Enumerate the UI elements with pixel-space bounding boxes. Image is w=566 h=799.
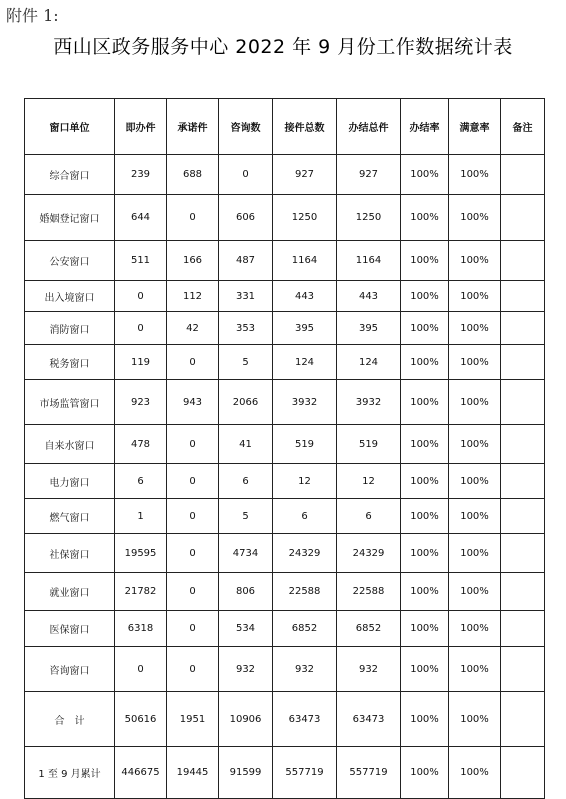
row-label-cell: 自来水窗口 [25, 425, 115, 464]
table-cell: 606 [219, 195, 273, 241]
table-cell: 932 [219, 647, 273, 692]
table-cell: 63473 [273, 692, 337, 747]
table-cell: 932 [273, 647, 337, 692]
table-cell: 6852 [337, 611, 401, 647]
table-row [25, 425, 545, 464]
table-cell: 63473 [337, 692, 401, 747]
table-cell: 24329 [273, 534, 337, 573]
table-cell [501, 692, 545, 747]
table-cell: 5 [219, 345, 273, 380]
table-cell: 119 [115, 345, 167, 380]
table-cell: 100% [401, 573, 449, 611]
row-label-cell: 电力窗口 [25, 464, 115, 499]
row-label-cell: 咨询窗口 [25, 647, 115, 692]
table-cell: 100% [401, 380, 449, 425]
table-cell [501, 155, 545, 195]
table-row [25, 195, 545, 241]
table-cell: 1 [115, 499, 167, 534]
table-cell [501, 425, 545, 464]
table-cell: 22588 [337, 573, 401, 611]
table-cell: 12 [337, 464, 401, 499]
row-label-cell: 就业窗口 [25, 573, 115, 611]
table-cell: 3932 [337, 380, 401, 425]
column-header: 满意率 [449, 99, 501, 155]
table-cell: 21782 [115, 573, 167, 611]
table-header-row [25, 99, 545, 155]
table-cell: 353 [219, 312, 273, 345]
row-label-cell: 出入境窗口 [25, 281, 115, 312]
table-cell: 100% [449, 534, 501, 573]
column-header: 办结率 [401, 99, 449, 155]
row-label-cell: 婚姻登记窗口 [25, 195, 115, 241]
table-cell [501, 380, 545, 425]
table-cell: 100% [401, 241, 449, 281]
table-cell: 557719 [337, 747, 401, 799]
table-cell: 6852 [273, 611, 337, 647]
page-title: 西山区政务服务中心 2022 年 9 月份工作数据统计表 [53, 36, 513, 58]
table-row [25, 155, 545, 195]
table-row [25, 241, 545, 281]
table-cell: 100% [449, 425, 501, 464]
table-cell: 519 [273, 425, 337, 464]
table-cell: 22588 [273, 573, 337, 611]
table-cell: 1164 [273, 241, 337, 281]
table-cell: 124 [273, 345, 337, 380]
table-cell: 19595 [115, 534, 167, 573]
table-cell: 519 [337, 425, 401, 464]
table-row [25, 747, 545, 799]
table-cell [501, 747, 545, 799]
table-cell: 100% [449, 573, 501, 611]
table-cell: 124 [337, 345, 401, 380]
table-cell: 100% [449, 312, 501, 345]
table-cell: 100% [401, 611, 449, 647]
table-cell: 100% [449, 345, 501, 380]
table-cell: 932 [337, 647, 401, 692]
row-label-cell: 税务窗口 [25, 345, 115, 380]
table-cell: 100% [449, 241, 501, 281]
table-cell: 4734 [219, 534, 273, 573]
table-row [25, 611, 545, 647]
table-cell [501, 464, 545, 499]
table-cell: 446675 [115, 747, 167, 799]
table-cell: 19445 [167, 747, 219, 799]
table-row [25, 380, 545, 425]
table-cell: 0 [167, 573, 219, 611]
table-row [25, 499, 545, 534]
table-cell: 943 [167, 380, 219, 425]
table-cell: 100% [401, 195, 449, 241]
table-cell: 100% [401, 425, 449, 464]
table-cell: 0 [167, 345, 219, 380]
table-cell: 487 [219, 241, 273, 281]
table-cell: 6 [115, 464, 167, 499]
table-cell: 443 [273, 281, 337, 312]
table-cell: 1250 [337, 195, 401, 241]
table-row [25, 281, 545, 312]
row-label-cell: 1 至 9 月累计 [25, 747, 115, 799]
column-header: 备注 [501, 99, 545, 155]
table-cell: 50616 [115, 692, 167, 747]
table-cell: 112 [167, 281, 219, 312]
table-cell: 24329 [337, 534, 401, 573]
column-header: 办结总件 [337, 99, 401, 155]
row-label-cell: 医保窗口 [25, 611, 115, 647]
table-row [25, 647, 545, 692]
table-cell: 3932 [273, 380, 337, 425]
table-cell: 0 [167, 195, 219, 241]
row-label-cell: 合 计 [25, 692, 115, 747]
table-cell: 100% [401, 345, 449, 380]
table-cell: 644 [115, 195, 167, 241]
table-row [25, 534, 545, 573]
table-cell: 927 [273, 155, 337, 195]
table-cell: 6 [273, 499, 337, 534]
table-cell: 0 [167, 534, 219, 573]
table-cell: 100% [449, 499, 501, 534]
table-cell: 0 [115, 647, 167, 692]
table-cell: 41 [219, 425, 273, 464]
table-cell: 0 [219, 155, 273, 195]
table-cell: 395 [273, 312, 337, 345]
table-cell: 2066 [219, 380, 273, 425]
table-cell: 0 [167, 611, 219, 647]
table-cell: 100% [401, 747, 449, 799]
table-cell: 1951 [167, 692, 219, 747]
table-cell: 927 [337, 155, 401, 195]
table-cell: 557719 [273, 747, 337, 799]
table-cell: 0 [167, 464, 219, 499]
table-cell [501, 312, 545, 345]
column-header: 咨询数 [219, 99, 273, 155]
table-cell: 443 [337, 281, 401, 312]
table-cell: 100% [401, 312, 449, 345]
table-cell: 166 [167, 241, 219, 281]
table-cell [501, 534, 545, 573]
table-row [25, 573, 545, 611]
row-label-cell: 燃气窗口 [25, 499, 115, 534]
table-cell: 1164 [337, 241, 401, 281]
table-cell [501, 195, 545, 241]
table-cell: 100% [401, 534, 449, 573]
column-header: 窗口单位 [25, 99, 115, 155]
attachment-label: 附件 1: [6, 6, 59, 25]
table-cell: 100% [401, 692, 449, 747]
table-row [25, 345, 545, 380]
table-cell [501, 241, 545, 281]
table-cell: 0 [115, 281, 167, 312]
table-cell: 511 [115, 241, 167, 281]
table-cell: 0 [115, 312, 167, 345]
column-header: 接件总数 [273, 99, 337, 155]
table-cell [501, 281, 545, 312]
table-cell: 6 [219, 464, 273, 499]
table-cell: 0 [167, 647, 219, 692]
table-cell: 100% [449, 647, 501, 692]
table-row [25, 692, 545, 747]
column-header: 承诺件 [167, 99, 219, 155]
table-cell [501, 573, 545, 611]
table-cell [501, 345, 545, 380]
table-cell: 6318 [115, 611, 167, 647]
table-cell: 923 [115, 380, 167, 425]
column-header: 即办件 [115, 99, 167, 155]
row-label-cell: 市场监管窗口 [25, 380, 115, 425]
table-cell: 688 [167, 155, 219, 195]
table-cell: 100% [449, 611, 501, 647]
table-cell [501, 611, 545, 647]
row-label-cell: 综合窗口 [25, 155, 115, 195]
table-row [25, 312, 545, 345]
row-label-cell: 公安窗口 [25, 241, 115, 281]
table-cell: 5 [219, 499, 273, 534]
table-cell: 100% [401, 464, 449, 499]
table-cell: 331 [219, 281, 273, 312]
row-label-cell: 消防窗口 [25, 312, 115, 345]
table-cell: 12 [273, 464, 337, 499]
table-cell: 0 [167, 499, 219, 534]
table-cell: 806 [219, 573, 273, 611]
row-label-cell: 社保窗口 [25, 534, 115, 573]
table-cell [501, 647, 545, 692]
table-cell: 100% [401, 647, 449, 692]
table-cell: 100% [449, 281, 501, 312]
table-cell: 100% [449, 747, 501, 799]
table-cell: 91599 [219, 747, 273, 799]
table-cell: 100% [449, 155, 501, 195]
table-cell: 100% [401, 281, 449, 312]
table-cell: 395 [337, 312, 401, 345]
table-cell: 100% [449, 195, 501, 241]
table-row [25, 464, 545, 499]
table-cell: 6 [337, 499, 401, 534]
table-cell: 534 [219, 611, 273, 647]
table-cell: 100% [401, 155, 449, 195]
table-cell: 100% [401, 499, 449, 534]
table-cell: 239 [115, 155, 167, 195]
table-cell: 100% [449, 692, 501, 747]
table-cell: 478 [115, 425, 167, 464]
table-cell: 42 [167, 312, 219, 345]
table-cell: 10906 [219, 692, 273, 747]
statistics-table [24, 98, 545, 799]
table-cell: 100% [449, 464, 501, 499]
table-cell: 1250 [273, 195, 337, 241]
table-cell: 0 [167, 425, 219, 464]
table-cell: 100% [449, 380, 501, 425]
table-cell [501, 499, 545, 534]
